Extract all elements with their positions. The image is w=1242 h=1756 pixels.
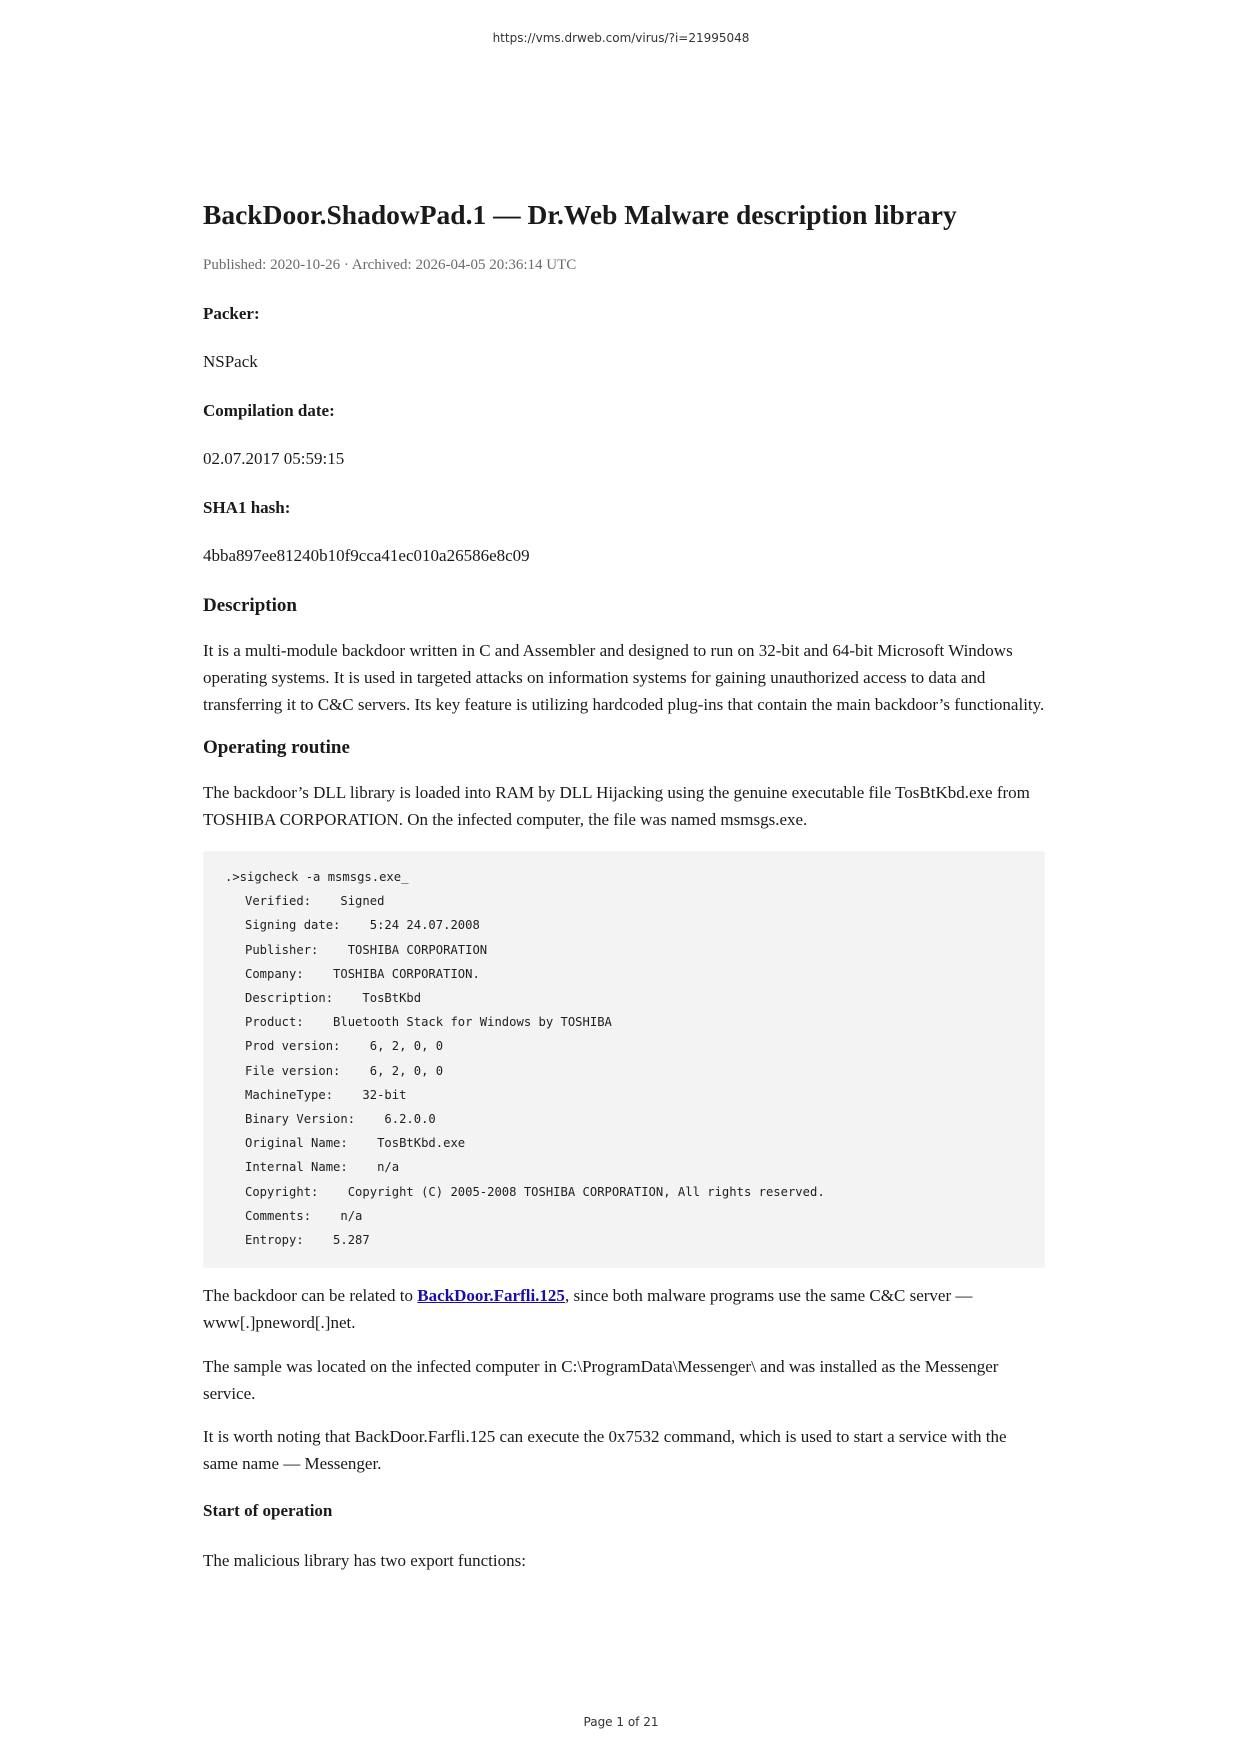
code-line: MachineType: 32-bit bbox=[245, 1087, 407, 1102]
compilation-date-value: 02.07.2017 05:59:15 bbox=[203, 449, 345, 468]
code-line: Comments: n/a bbox=[245, 1208, 363, 1223]
related-suffix: , since both malware programs use the same C&C server — www[.]pneword[.]net. bbox=[203, 1286, 973, 1333]
code-line: File version: 6, 2, 0, 0 bbox=[245, 1063, 444, 1078]
worth-noting-paragraph: It is worth noting that BackDoor.Farfli.125 can execute the 0x7532 command, which is used to start a service with the same name — Messenger. bbox=[203, 1427, 1007, 1474]
related-prefix: The backdoor can be related to bbox=[203, 1286, 418, 1306]
description-paragraph: It is a multi-module backdoor written in C and Assembler and designed to run on 32-bit and 64-bit Microsoft Windows operating systems. It is used in targeted attacks on information systems for gaining unauthorized access to data and transferring it to C&C servers. Its key feature is utilizing hardcoded plug-ins that contain the main backdoor’s functionality. bbox=[203, 641, 1045, 715]
export-functions-paragraph: The malicious library has two export functions: bbox=[203, 1551, 526, 1571]
operating-routine-heading: Operating routine bbox=[203, 736, 350, 758]
code-line: Internal Name: n/a bbox=[245, 1160, 400, 1175]
code-line: Verified: Signed bbox=[245, 894, 385, 909]
related-paragraph bbox=[203, 1282, 1045, 1336]
code-line: Original Name: TosBtKbd.exe bbox=[245, 1136, 466, 1151]
code-line: Company: TOSHIBA CORPORATION. bbox=[245, 966, 480, 981]
packer-value: NSPack bbox=[203, 352, 258, 371]
operating-routine-paragraph: The backdoor’s DLL library is loaded into RAM by DLL Hijacking using the genuine executable file TosBtKbd.exe from TOSHIBA CORPORATION. On the infected computer, the file was named msmsgs.exe. bbox=[203, 782, 1030, 829]
code-line: Prod version: 6, 2, 0, 0 bbox=[245, 1039, 444, 1054]
code-line: Binary Version: 6.2.0.0 bbox=[245, 1112, 436, 1127]
packer-label: Packer: bbox=[203, 304, 260, 323]
publish-meta: Published: 2020-10-26 · Archived: 2026-04-05 20:36:14 UTC bbox=[203, 257, 577, 273]
page-url-header: https://vms.drweb.com/virus/?i=21995048 bbox=[492, 31, 750, 45]
farfli-link[interactable]: BackDoor.Farfli.125 bbox=[417, 1286, 565, 1306]
code-line: Copyright: Copyright (C) 2005-2008 TOSHIBA CORPORATION, All rights reserved. bbox=[245, 1184, 825, 1199]
code-line: Product: Bluetooth Stack for Windows by TOSHIBA bbox=[245, 1015, 612, 1030]
description-heading: Description bbox=[203, 595, 297, 616]
compilation-date-label: Compilation date: bbox=[203, 401, 335, 420]
code-line: Signing date: 5:24 24.07.2008 bbox=[245, 918, 480, 933]
start-of-operation-heading: Start of operation bbox=[203, 1501, 333, 1521]
page-title: BackDoor.ShadowPad.1 — Dr.Web Malware description library bbox=[203, 199, 957, 230]
page-number: Page 1 of 21 bbox=[583, 1715, 659, 1729]
code-command-line: .>sigcheck -a msmsgs.exe_ bbox=[225, 870, 409, 885]
code-line: Publisher: TOSHIBA CORPORATION bbox=[245, 942, 488, 957]
code-line: Description: TosBtKbd bbox=[245, 991, 422, 1006]
sha1-hash-label: SHA1 hash: bbox=[203, 498, 291, 517]
sigcheck-code-block bbox=[203, 851, 1045, 1268]
sample-location-paragraph: The sample was located on the infected computer in C:\ProgramData\Messenger\ and was installed as the Messenger service. bbox=[203, 1356, 999, 1403]
code-line: Entropy: 5.287 bbox=[245, 1233, 370, 1248]
sha1-hash-value: 4bba897ee81240b10f9cca41ec010a26586e8c09 bbox=[203, 546, 530, 565]
article bbox=[203, 196, 1045, 1591]
